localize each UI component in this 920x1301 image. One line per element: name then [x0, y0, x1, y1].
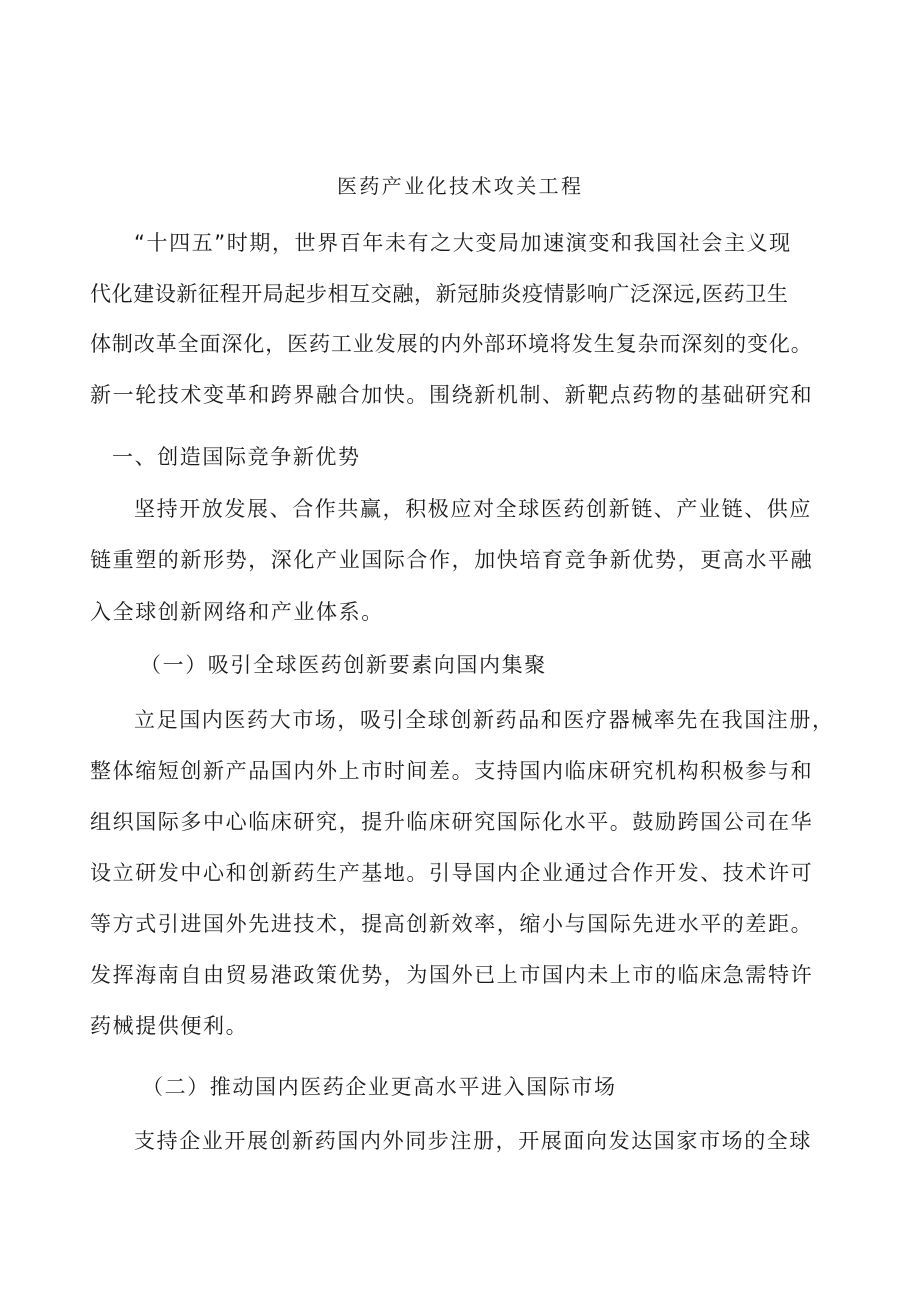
subsection1-line-5: 等方式引进国外先进技术，提高创新效率，缩小与国际先进水平的差距。	[90, 912, 814, 936]
intro-line-3: 体制改革全面深化，医药工业发展的内外部环境将发生复杂而深刻的变化。	[90, 332, 813, 356]
intro-line-2: 代化建设新征程开局起步相互交融，新冠肺炎疫情影响广泛深远,医药卫生	[90, 282, 789, 306]
section1-line-1: 坚持开放发展、合作共赢，积极应对全球医药创新链、产业链、供应	[134, 497, 812, 521]
section1-heading: 一、创造国际竞争新优势	[112, 445, 361, 469]
section1-line-2: 链重塑的新形势，深化产业国际合作，加快培育竞争新优势，更高水平融	[90, 548, 814, 572]
subsection1-line-7: 药械提供便利。	[90, 1014, 249, 1038]
subsection1-line-3: 组织国际多中心临床研究，提升临床研究国际化水平。鼓励跨国公司在华	[90, 810, 814, 834]
intro-line-4: 新一轮技术变革和跨界融合加快。围绕新机制、新靶点药物的基础研究和	[90, 383, 814, 407]
subsection1-line-2: 整体缩短创新产品国内外上市时间差。支持国内临床研究机构积极参与和	[90, 759, 814, 783]
subsection2-line-1: 支持企业开展创新药国内外同步注册，开展面向发达国家市场的全球	[134, 1129, 812, 1153]
subsection2-heading: （二）推动国内医药企业更高水平进入国际市场	[142, 1075, 617, 1099]
subsection1-line-1: 立足国内医药大市场，吸引全球创新药品和医疗器械率先在我国注册，	[134, 708, 835, 732]
section1-line-3: 入全球创新网络和产业体系。	[90, 600, 384, 624]
intro-line-1: “十四五”时期，世界百年未有之大变局加速演变和我国社会主义现	[134, 231, 792, 255]
subsection1-line-6: 发挥海南自由贸易港政策优势，为国外已上市国内未上市的临床急需特许	[90, 963, 814, 987]
subsection1-heading: （一）吸引全球医药创新要素向国内集聚	[140, 653, 547, 677]
subsection1-line-4: 设立研发中心和创新药生产基地。引导国内企业通过合作开发、技术许可	[90, 861, 814, 885]
document-title: 医药产业化技术攻关工程	[337, 174, 584, 198]
